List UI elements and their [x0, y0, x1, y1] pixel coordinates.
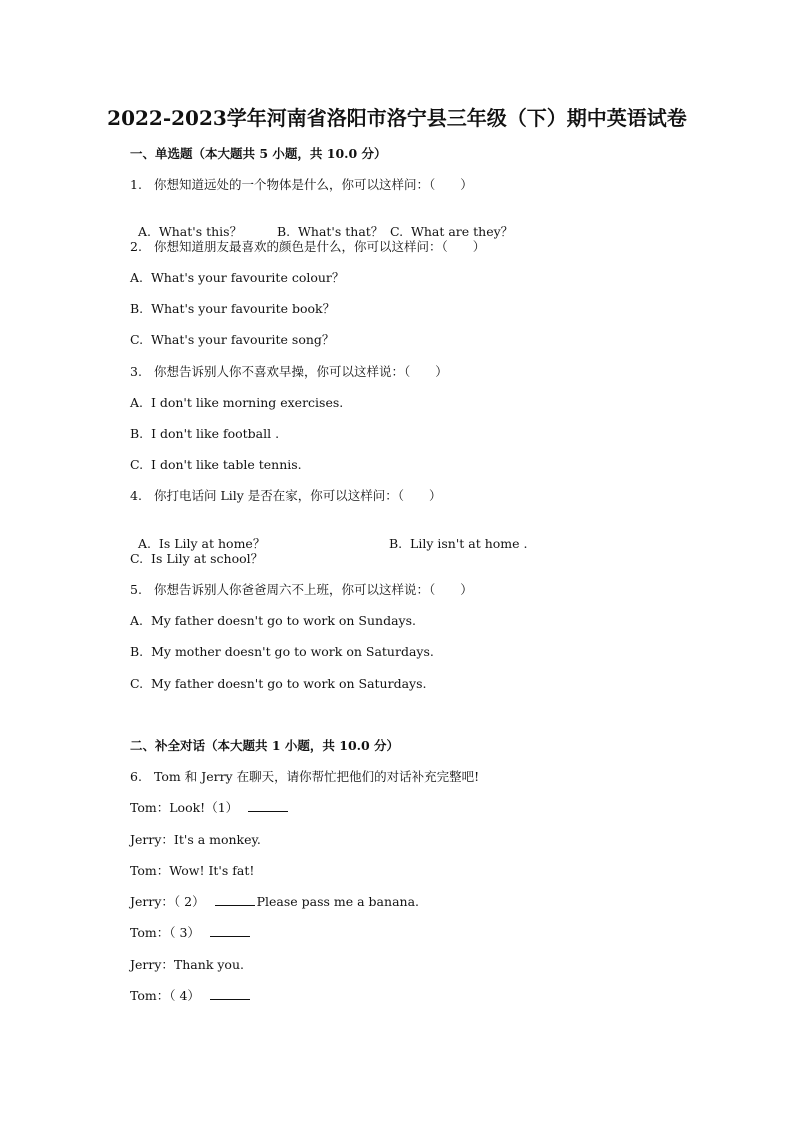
- dialogue-text-after: Please pass me a banana.: [256, 894, 419, 909]
- question-stem: 你想告诉别人你爸爸周六不上班，你可以这样说：（ ）: [154, 582, 473, 597]
- question-number: 3.: [130, 364, 142, 379]
- question-number: 6.: [130, 769, 142, 784]
- answer-blank[interactable]: [215, 894, 255, 906]
- question-6: [130, 769, 479, 785]
- question-stem: 你想知道远处的一个物体是什么，你可以这样问：（ ）: [154, 177, 473, 192]
- q3-option-a: A. I don't like morning exercises.: [130, 395, 344, 410]
- q5-option-b: B. My mother doesn't go to work on Saturdays.: [130, 644, 434, 659]
- question-stem: 你想告诉别人你不喜欢早操，你可以这样说：（ ）: [154, 364, 448, 379]
- dialogue-line: [130, 800, 288, 816]
- q2-option-a: A. What's your favourite colour？: [130, 270, 345, 285]
- dialogue-line: [130, 925, 250, 941]
- section-heading-1: 一、单选题（本大题共 5 小题，共 10.0 分）: [130, 146, 387, 161]
- dialogue-text: （ 3）: [169, 925, 200, 940]
- dialogue-speaker: Jerry：: [130, 957, 174, 972]
- q5-option-c: C. My father doesn't go to work on Saturdays.: [130, 676, 427, 691]
- dialogue-speaker: Tom：: [130, 800, 170, 815]
- q1-options-row: [130, 208, 513, 240]
- q4-option-c: C. Is Lily at school？: [130, 551, 264, 566]
- q1-option-c: C. What are they？: [389, 224, 514, 239]
- question-stem: 你打电话问 Lily 是否在家，你可以这样问：（ ）: [154, 488, 442, 503]
- answer-blank[interactable]: [248, 800, 288, 812]
- section-heading-2: 二、补全对话（本大题共 1 小题，共 10.0 分）: [130, 738, 400, 753]
- q2-option-b: B. What's your favourite book？: [130, 301, 336, 316]
- dialogue-line: [130, 957, 244, 973]
- dialogue-text: Wow! It's fat!: [169, 863, 255, 878]
- question-number: 1.: [130, 177, 142, 192]
- question-stem: Tom 和 Jerry 在聊天，请你帮忙把他们的对话补充完整吧!: [154, 769, 480, 784]
- q3-option-b: B. I don't like football .: [130, 426, 280, 441]
- q5-option-a: A. My father doesn't go to work on Sundays.: [130, 613, 416, 628]
- dialogue-speaker: Tom：: [130, 925, 170, 940]
- question-1: [130, 177, 473, 193]
- dialogue-text: Thank you.: [173, 957, 244, 972]
- answer-blank[interactable]: [210, 988, 250, 1000]
- q4-option-b: B. Lily isn't at home .: [388, 536, 528, 551]
- question-number: 2.: [130, 239, 142, 254]
- q1-option-a: A. What's this？: [137, 224, 243, 239]
- dialogue-line: [130, 988, 250, 1004]
- question-number: 5.: [130, 582, 142, 597]
- dialogue-speaker: Tom：: [130, 863, 170, 878]
- dialogue-text: （ 2）: [173, 894, 205, 909]
- q3-option-c: C. I don't like table tennis.: [130, 457, 302, 472]
- q4-option-a: A. Is Lily at home？: [137, 536, 266, 551]
- dialogue-line: [130, 894, 419, 910]
- question-5: [130, 582, 473, 598]
- dialogue-text: （ 4）: [169, 988, 200, 1003]
- dialogue-speaker: Jerry：: [130, 832, 174, 847]
- question-3: [130, 364, 448, 380]
- question-number: 4.: [130, 488, 142, 503]
- dialogue-line: [130, 832, 261, 848]
- answer-blank[interactable]: [210, 925, 250, 937]
- q2-option-c: C. What's your favourite song？: [130, 332, 335, 347]
- q1-option-b: B. What's that？: [276, 224, 384, 239]
- question-4: [130, 488, 442, 504]
- q4-options-row: [130, 520, 528, 552]
- dialogue-speaker: Tom：: [130, 988, 170, 1003]
- dialogue-line: [130, 863, 254, 879]
- dialogue-speaker: Jerry：: [130, 894, 174, 909]
- dialogue-text: It's a monkey.: [173, 832, 261, 847]
- question-stem: 你想知道朋友最喜欢的颜色是什么，你可以这样问：（ ）: [154, 239, 486, 254]
- question-2: [130, 239, 485, 255]
- page-title: 2022-2023学年河南省洛阳市洛宁县三年级（下）期中英语试卷: [107, 106, 687, 130]
- dialogue-text: Look!（1）: [169, 800, 239, 815]
